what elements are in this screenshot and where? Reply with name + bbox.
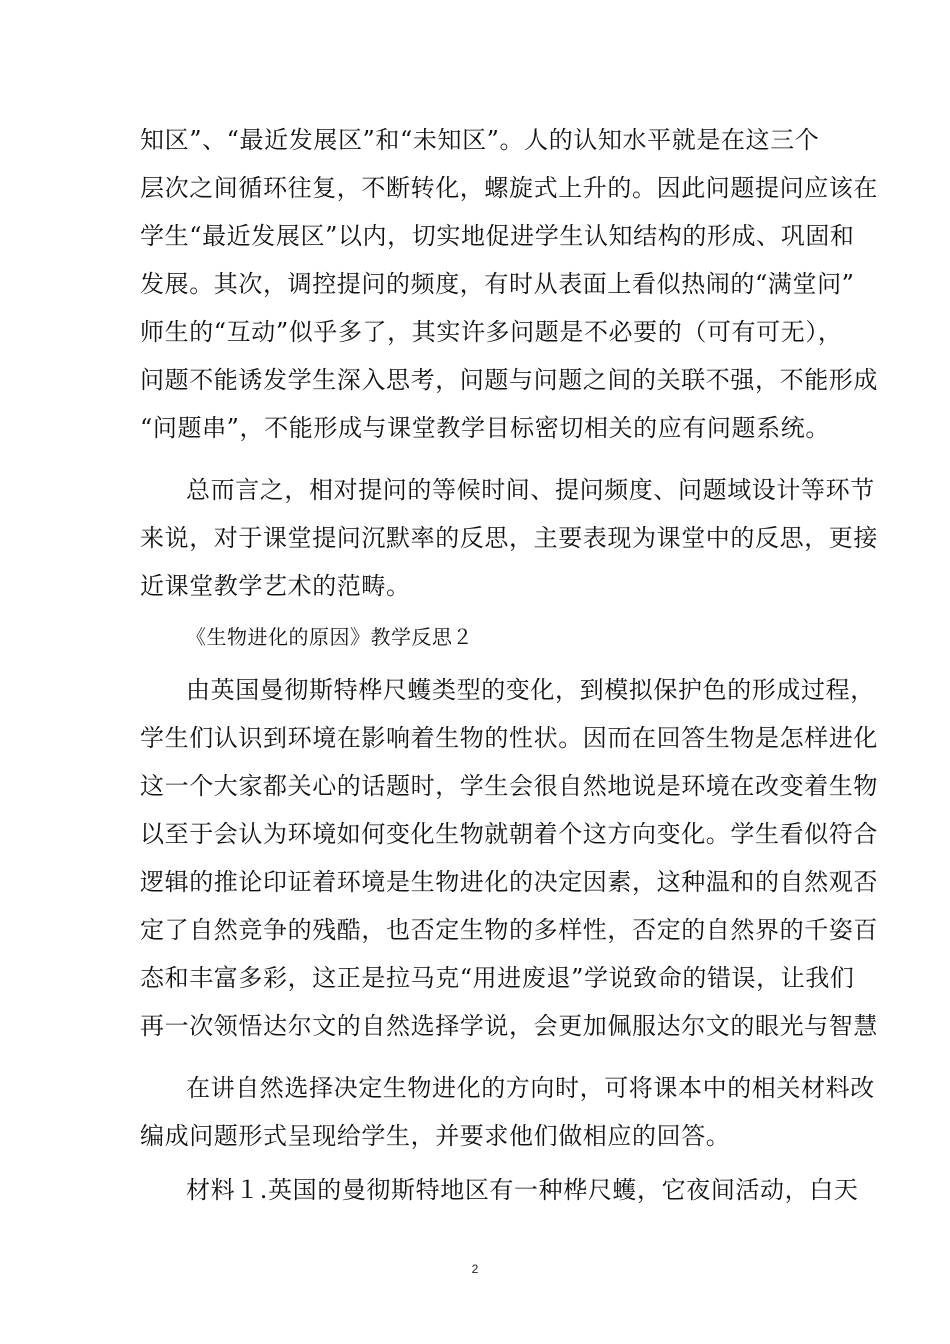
text-line: 由英国曼彻斯特桦尺蠖类型的变化，到模拟保护色的形成过程， (186, 676, 875, 704)
text-line: 逻辑的推论印证着环境是生物进化的决定因素，这种温和的自然观否 (140, 868, 878, 896)
text-line: 知区”、“最近发展区”和“未知区”。人的认知水平就是在这三个 (140, 126, 820, 154)
text-line: 在讲自然选择决定生物进化的方向时，可将课本中的相关材料改 (186, 1074, 875, 1102)
text-line: 总而言之，相对提问的等候时间、提问频度、问题域设计等环节 (186, 476, 875, 504)
text-line: 以至于会认为环境如何变化生物就朝着个这方向变化。学生看似符合 (140, 820, 878, 848)
text-line: 定了自然竞争的残酷，也否定生物的多样性，否定的自然界的千姿百 (140, 916, 878, 944)
text-line: 师生的“互动”似乎多了，其实许多问题是不必要的（可有可无）， (140, 318, 843, 346)
text-line: 再一次领悟达尔文的自然选择学说，会更加佩服达尔文的眼光与智慧 (140, 1012, 878, 1040)
page-number: 2 (471, 1262, 479, 1276)
text-line: “问题串”，不能形成与课堂教学目标密切相关的应有问题系统。 (140, 414, 830, 442)
text-line: 这一个大家都关心的话题时，学生会很自然地说是环境在改变着生物 (140, 772, 878, 800)
text-line: 材料１.英国的曼彻斯特地区有一种桦尺蠖，它夜间活动，白天 (186, 1176, 859, 1204)
text-line: 编成问题形式呈现给学生，并要求他们做相应的回答。 (140, 1122, 731, 1150)
text-line: 学生“最近发展区”以内，切实地促进学生认知结构的形成、巩固和 (140, 222, 855, 250)
text-line: 近课堂教学艺术的范畴。 (140, 572, 411, 600)
text-line: 层次之间循环往复，不断转化，螺旋式上升的。因此问题提问应该在 (140, 174, 878, 202)
text-line: 发展。其次，调控提问的频度，有时从表面上看似热闹的“满堂问” (140, 270, 855, 298)
text-line: 问题不能诱发学生深入思考，问题与问题之间的关联不强，不能形成 (140, 366, 878, 394)
text-line: 来说，对于课堂提问沉默率的反思，主要表现为课堂中的反思，更接 (140, 524, 878, 552)
text-line: 态和丰富多彩，这正是拉马克“用进废退”学说致命的错误，让我们 (140, 964, 855, 992)
text-line: 学生们认识到环境在影响着生物的性状。因而在回答生物是怎样进化 (140, 724, 878, 752)
section-heading: 《生物进化的原因》教学反思２ (186, 625, 473, 649)
